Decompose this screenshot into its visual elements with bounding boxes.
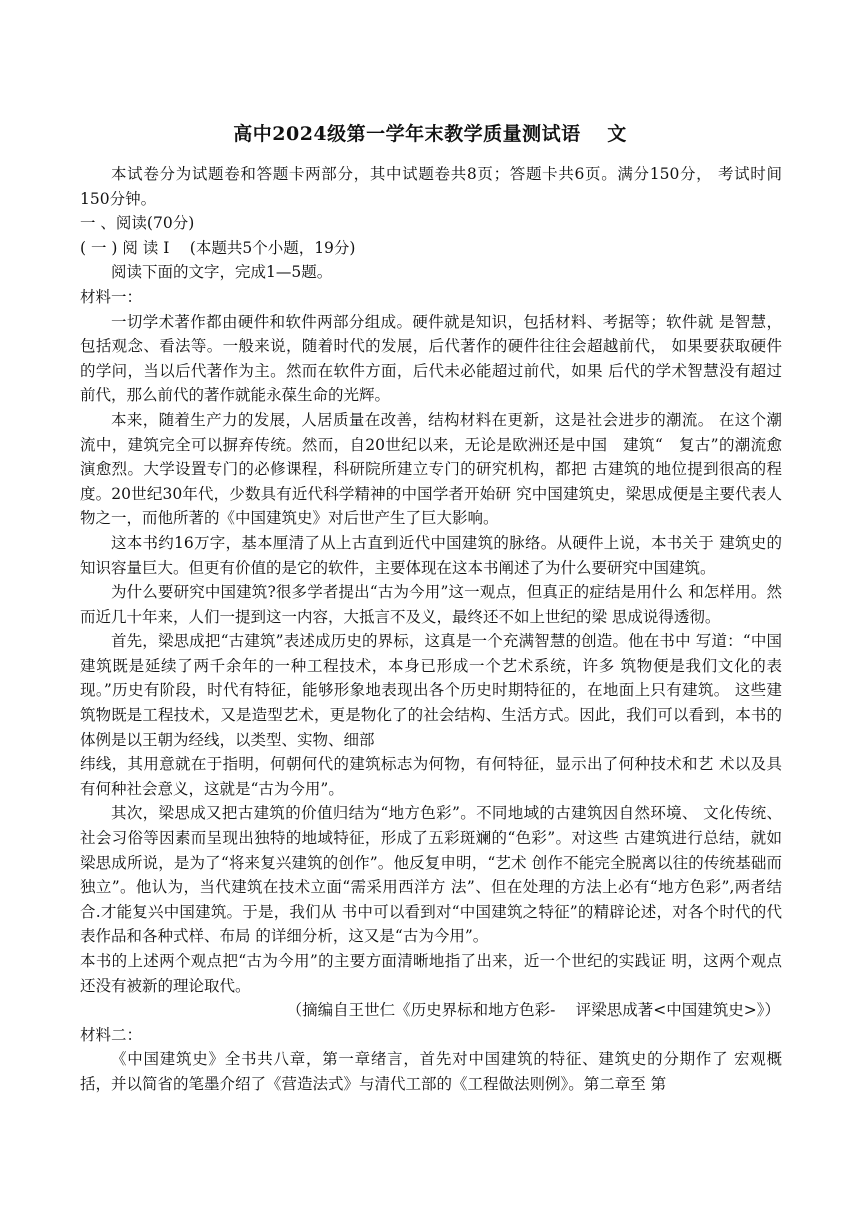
material-one-label: 材料一： xyxy=(80,287,143,306)
material-two-paragraph: 《中国建筑史》全书共八章，第一章绪言，首先对中国建筑的特征、建筑史的分期作了 宏观概括，并以简省的笔墨介绍了《营造法式》与清代工部的《工程做法则例》。第二章至 第 xyxy=(80,1050,782,1093)
exam-content xyxy=(80,162,782,1097)
material-one-source: （摘编自王世仁《历史界标和地方色彩- 评梁思成著<中国建筑史>》） xyxy=(286,1001,780,1020)
exam-title: 高中2024级第一学年末教学质量测试语 文 xyxy=(233,123,627,145)
material-one-paragraph: 纬线，其用意就在于指明，何朝何代的建筑标志为何物，有何特征，显示出了何种技术和艺 术以及具有何种社会意义，这就是“古为今用”。 xyxy=(80,755,782,798)
material-two-label: 材料二： xyxy=(80,1025,143,1044)
material-one-paragraph: 这本书约16万字，基本厘清了从上古直到近代中国建筑的脉络。从硬件上说，本书关于 建筑史的知识容量巨大。但更有价值的是它的软件，主要体现在这本书阐述了为什么要研究中国建筑。 xyxy=(80,533,782,577)
material-one-paragraph: 本来，随着生产力的发展，人居质量在改善，结构材料在更新，这是社会进步的潮流。 在这个潮流中，建筑完全可以摒弃传统。然而，自20世纪以来，无论是欧洲还是中国 建筑“ 复古”的潮流愈演愈烈。大学设置专门的必修课程，科研院所建立专门的研究机构，都把 古建筑的地位提到很高的程度。20世纪30年代，少数具有近代科学精神的中国学者开始研 究中国建筑史，梁思成便是主要代表人物之一，而他所著的《中国建筑史》对后世产生了巨大影响。 xyxy=(80,410,782,528)
material-one-paragraph: 其次，梁思成又把古建筑的价值归结为“地方色彩”。不同地域的古建筑因自然环境、 文化传统、社会习俗等因素而呈现出独特的地域特征，形成了五彩斑斓的“色彩”。对这些 古建筑进行总结，就如梁思成所说，是为了“将来复兴建筑的创作”。他反复申明，“艺术 创作不能完全脱离以往的传统基础而独立”。他认为，当代建筑在技术立面“需采用西洋方 法”、但在处理的方法上必有“地方色彩”,两者结合.才能复兴中国建筑。于是，我们从 书中可以看到对“中国建筑之特征”的精辟论述，对各个时代的代表作品和各种式样、布局 的详细分析，这又是“古为今用”。 xyxy=(80,804,782,946)
material-one-paragraph: 一切学术著作都由硬件和软件两部分组成。硬件就是知识，包括材料、考据等；软件就 是智慧，包括观念、看法等。一般来说，随着时代的发展，后代著作的硬件往往会超越前代， 如果要获取硬件的学问，当以后代著作为主。然而在软件方面，后代未必能超过前代，如果 后代的学术智慧没有超过前代，那么前代的著作就能永葆生命的光辉。 xyxy=(80,312,782,405)
material-one-paragraph: 为什么要研究中国建筑?很多学者提出“古为今用”这一观点，但真正的症结是用什么 和怎样用。然而近几十年来，人们一提到这一内容，大抵言不及义，最终还不如上世纪的梁 思成说得透彻。 xyxy=(80,583,782,626)
subsection-heading: ( 一 ) 阅 读 I (本题共5个小题，19分) xyxy=(80,238,356,257)
reading-instruction: 阅读下面的文字，完成1—5题。 xyxy=(111,263,333,282)
material-one-paragraph: 首先，梁思成把“古建筑”表述成历史的界标，这真是一个充满智慧的创造。他在书中 写道：“中国建筑既是延续了两千余年的一种工程技术，本身已形成一个艺术系统，许多 筑物便是我们文化的表现。”历史有阶段，时代有特征，能够形象地表现出各个历史时期特征的，在地面上只有建筑。 这些建筑物既是工程技术，又是造型艺术，更是物化了的社会结构、生活方式。因此，我们可以看到，本书的体例是以王朝为经线，以类型、实物、细部 xyxy=(80,632,782,749)
exam-intro: 本试卷分为试题卷和答题卡两部分，其中试题卷共8页；答题卡共6页。满分150分， 考试时间150分钟。 xyxy=(80,165,782,208)
section-heading: 一 、阅读(70分) xyxy=(80,214,195,233)
material-one-paragraph: 本书的上述两个观点把“古为今用”的主要方面清晰地指了出来，近一个世纪的实践证 明，这两个观点还没有被新的理论取代。 xyxy=(80,952,782,995)
